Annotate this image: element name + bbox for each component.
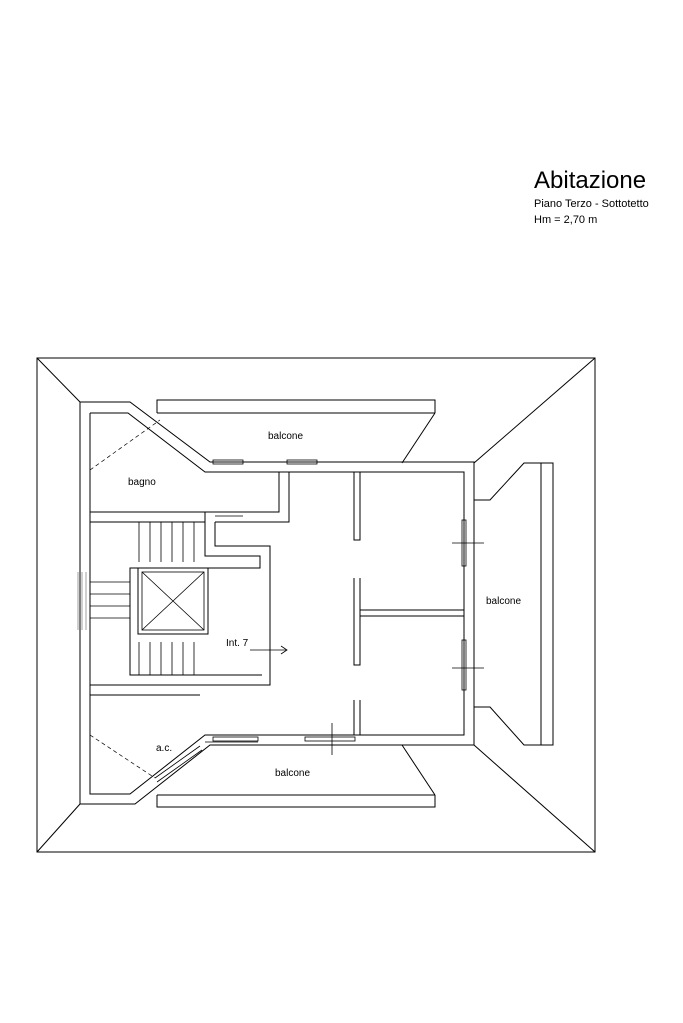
label-ac: a.c.: [156, 743, 173, 754]
entrance-arrow-icon: [250, 646, 287, 654]
plan-title: Abitazione: [534, 167, 647, 194]
floor-label: Piano Terzo - Sottotetto: [534, 198, 649, 210]
exterior-walls: [80, 402, 474, 804]
label-int-7: Int. 7: [226, 638, 249, 649]
height-label: Hm = 2,70 m: [534, 214, 598, 226]
staircase: [78, 522, 270, 685]
interior-partitions: [354, 472, 464, 735]
elevator-shaft: [138, 568, 208, 634]
label-balcone-bottom: balcone: [275, 768, 311, 779]
label-balcone-right: balcone: [486, 596, 522, 607]
label-bagno: bagno: [128, 477, 156, 488]
bathroom-walls: [90, 420, 289, 522]
label-balcone-top: balcone: [268, 431, 304, 442]
